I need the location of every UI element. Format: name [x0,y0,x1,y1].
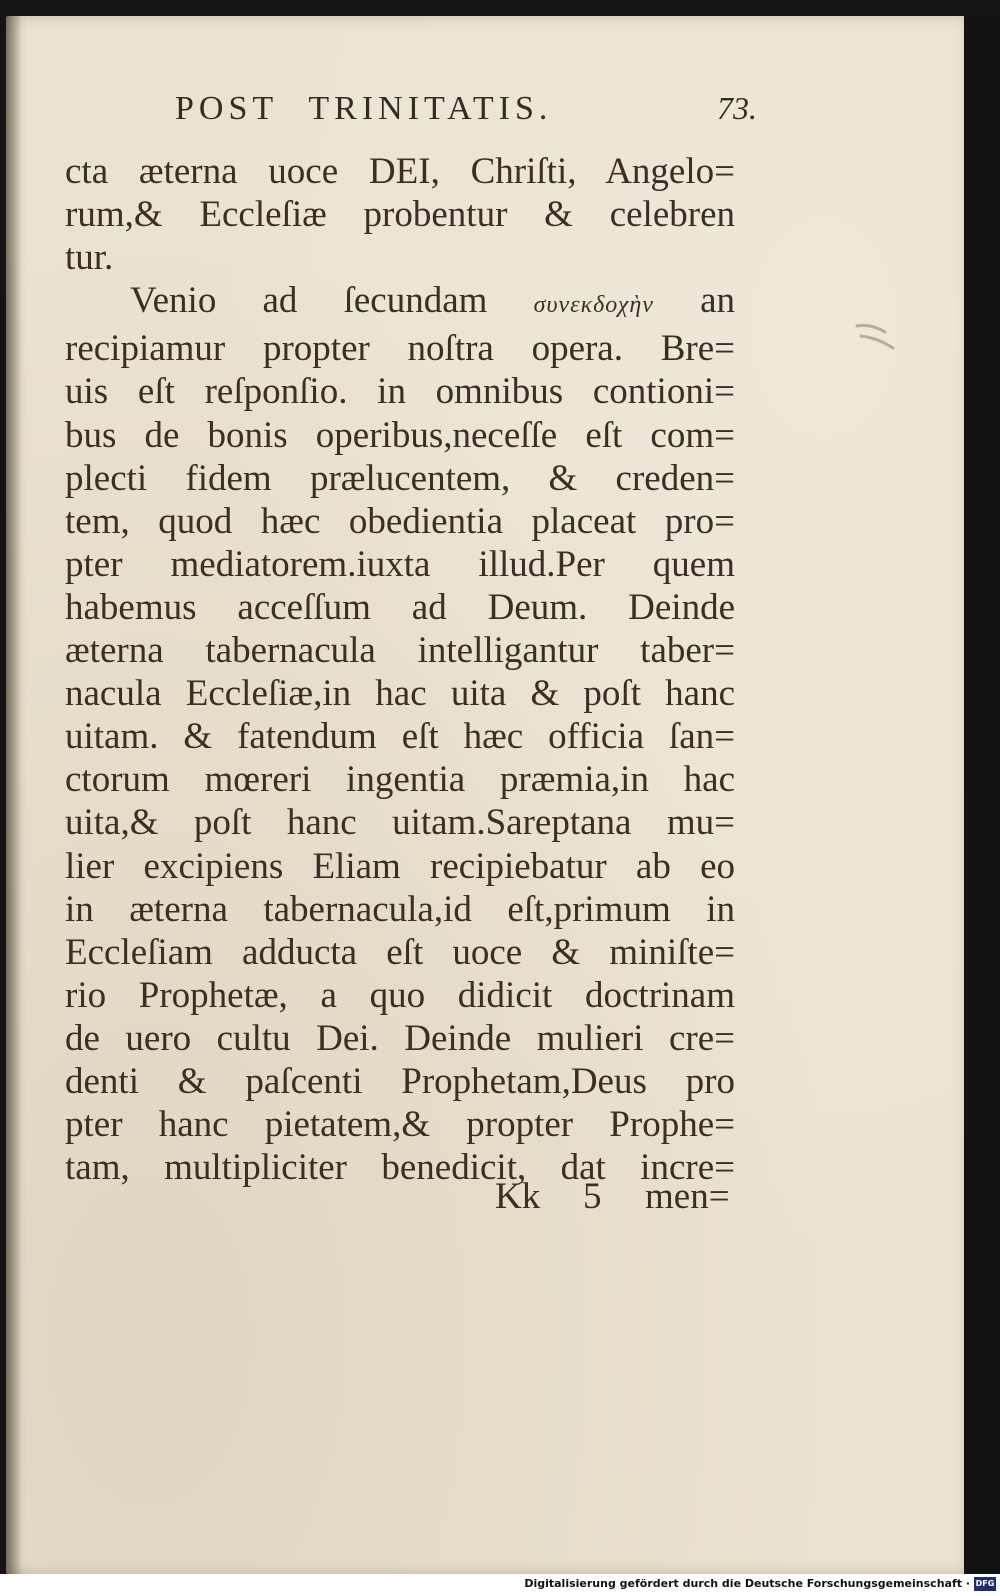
catchline [495,1175,740,1221]
text-line-with-greek [65,279,735,327]
text-line: lier excipiens Eliam recipiebatur ab eo [65,845,735,887]
text-line: ctorum mœreri ingentia præmia,in hac [65,759,735,801]
text-line: tem, quod hæc obedientia placeat pro= [65,500,735,542]
text-line: pter mediatorem.iuxta illud.Per quem [65,543,735,585]
running-head [175,90,765,140]
text-line: uita,& poſt hanc uitam.Sareptana mu= [65,802,735,844]
text-line: plecti fidem prælucentem, & creden= [65,457,735,499]
catchword: men= [645,1176,730,1217]
page-edge [964,14,1000,1576]
greek-word: συνεκδοχὴν [533,292,654,319]
text-line: uitam. & fatendum eſt hæc officia ſan= [65,716,735,758]
text-fragment: an [700,280,736,322]
signature-number: 5 [583,1176,602,1217]
text-line: habemus acceſſum ad Deum. Deinde [65,586,735,628]
text-line: tam, multipliciter benedicit, dat incre= [65,1147,735,1189]
text-line: Eccleſiam adducta eſt uoce & miniſte= [65,931,735,973]
text-line: bus de bonis operibus,neceſſe eſt com= [65,414,735,456]
funding-credit: Digitalisierung gefördert durch die Deutsche Forschungsgemeinschaft · [524,1577,970,1590]
text-line: denti & paſcenti Prophetam,Deus pro [65,1060,735,1102]
digitization-footer [0,1574,1000,1596]
text-line: uis eſt reſponſio. in omnibus contioni= [65,371,735,413]
dfg-logo: DFG [974,1577,996,1591]
body-text [65,150,735,1189]
text-line: recipiamur propter noſtra opera. Bre= [65,328,735,370]
text-line: pter hanc pietatem,& propter Prophe= [65,1104,735,1146]
text-line: de uero cultu Dei. Deinde mulieri cre= [65,1017,735,1059]
text-line: cta æterna uoce DEI, Chriſti, Angelo= [65,151,735,192]
text-line: tur. [65,237,114,279]
marginal-ink-mark-icon [855,318,897,358]
gutter-shadow [6,16,22,1574]
text-fragment: Venio ad ſecundam [130,280,488,322]
signature-mark: Kk [495,1176,541,1217]
text-line: rum,& Eccleſiæ probentur & celebren [65,194,735,236]
running-head-title: POST TRINITATIS. [175,90,553,127]
text-line: nacula Eccleſiæ,in hac uita & poſt hanc [65,673,735,715]
text-line: in æterna tabernacula,id eſt,primum in [65,888,735,930]
folio-number: 73. [717,90,757,126]
text-line: rio Prophetæ, a quo didicit doctrinam [65,974,735,1016]
text-line: æterna tabernacula intelligantur taber= [65,630,735,672]
